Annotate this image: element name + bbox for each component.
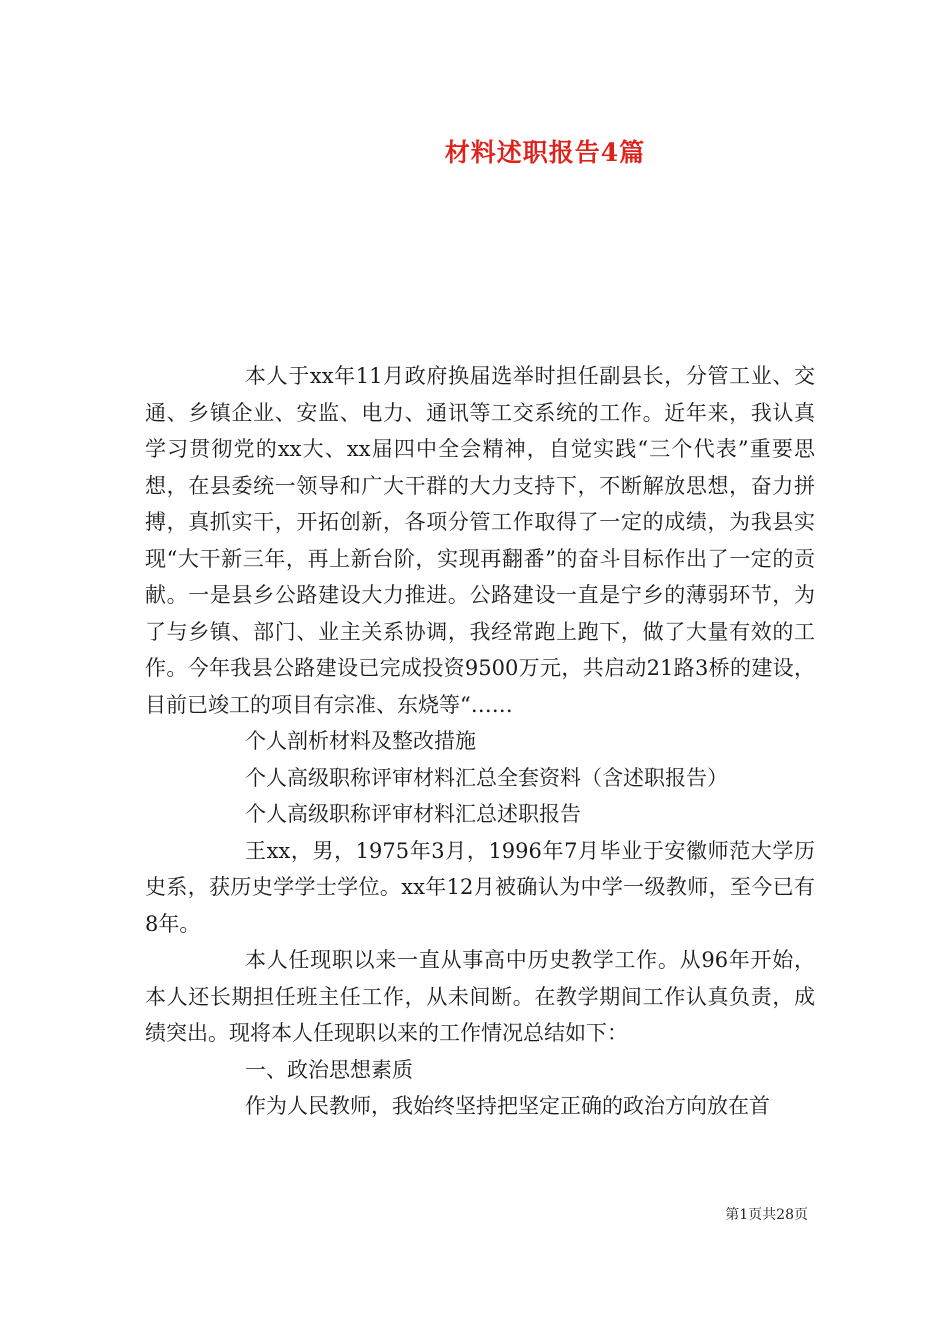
paragraph: 本人任现职以来一直从事高中历史教学工作。从96年开始，本人还长期担任班主任工作，从未间断。在教学期间工作认真负责，成绩突出。现将本人任现职以来的工作情况总结如下： bbox=[145, 948, 815, 1045]
paragraph: 个人剖析材料及整改措施 bbox=[245, 729, 476, 753]
paragraph: 作为人民教师，我始终坚持把坚定正确的政治方向放在首 bbox=[245, 1094, 770, 1118]
paragraph: 本人于xx年11月政府换届选举时担任副县长，分管工业、交通、乡镇企业、安监、电力、通讯等工交系统的工作。近年来，我认真学习贯彻党的xx大、xx届四中全会精神，自觉实践“三个代表”重要思想，在县委统一领导和广大干群的大力支持下，不断解放思想，奋力拼搏，真抓实干，开拓创新，各项分管工作取得了一定的成绩，为我县实现“大干新三年，再上新台阶，实现再翻番”的奋斗目标作出了一定的贡献。一是县乡公路建设大力推进。公路建设一直是宁乡的薄弱环节，为了与乡镇、部门、业主关系协调，我经常跑上跑下，做了大量有效的工作。今年我县公路建设已完成投资9500万元，共启动21路3桥的建设，目前已竣工的项目有宗准、东烧等“…… bbox=[145, 364, 815, 717]
document-title: 材料述职报告4篇 bbox=[444, 138, 646, 167]
document-body bbox=[145, 358, 815, 1125]
page-number: 第1页共28页 bbox=[725, 1207, 808, 1223]
paragraph: 个人高级职称评审材料汇总述职报告 bbox=[245, 802, 581, 826]
paragraph: 个人高级职称评审材料汇总全套资料（含述职报告） bbox=[245, 765, 728, 790]
paragraph: 王xx，男，1975年3月，1996年7月毕业于安徽师范大学历史系，获历史学学士学位。xx年12月被确认为中学一级教师，至今已有8年。 bbox=[145, 838, 815, 936]
paragraph: 一、政治思想素质 bbox=[245, 1057, 413, 1082]
